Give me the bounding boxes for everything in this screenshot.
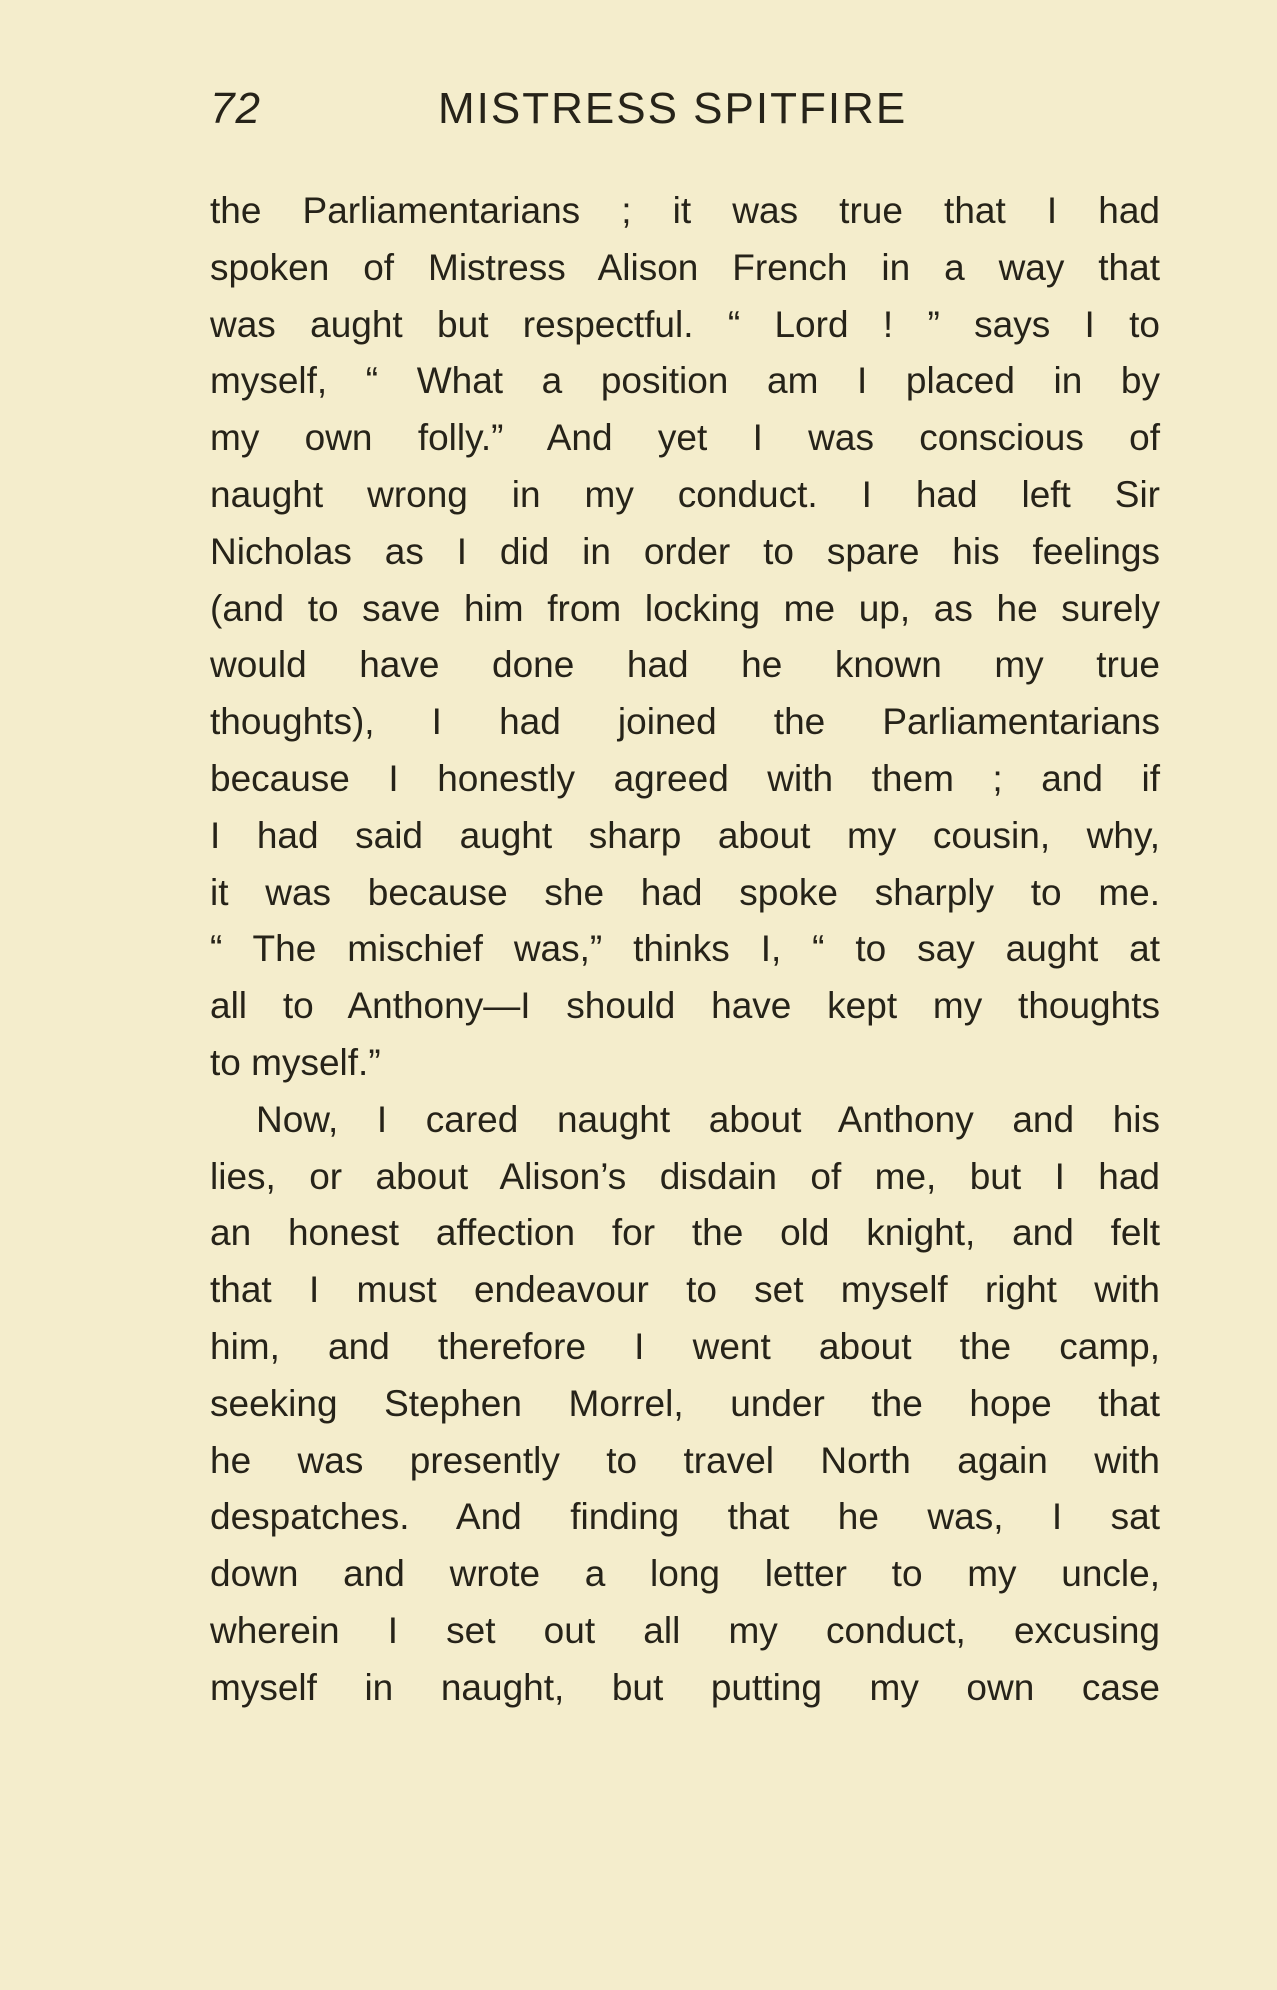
text-line: the Parliamentarians ; it was true that I had bbox=[210, 190, 1160, 231]
text-line: would have done had he known my true bbox=[210, 644, 1160, 686]
text-line: myself in naught, but putting my own case bbox=[210, 1666, 1160, 1708]
text-line: him, and therefore I went about the camp, bbox=[210, 1325, 1160, 1367]
text-line: wherein I set out all my conduct, excusing bbox=[210, 1609, 1160, 1651]
text-line: down and wrote a long letter to my uncle, bbox=[210, 1553, 1160, 1595]
text-line: seeking Stephen Morrel, under the hope that bbox=[210, 1382, 1160, 1424]
text-line: it was because she had spoke sharply to me. bbox=[210, 871, 1160, 913]
paragraph-last-line: to myself.” bbox=[210, 1041, 381, 1083]
text-line: lies, or about Alison’s disdain of me, but I had bbox=[210, 1155, 1160, 1197]
text-line: he was presently to travel North again with bbox=[210, 1439, 1160, 1481]
body-text bbox=[210, 183, 1160, 1717]
text-line: thoughts), I had joined the Parliamentarians bbox=[210, 701, 1160, 743]
text-line: I had said aught sharp about my cousin, why, bbox=[210, 814, 1160, 856]
text-line: naught wrong in my conduct. I had left Sir bbox=[210, 473, 1160, 515]
text-line: was aught but respectful. “ Lord ! ” says I to bbox=[210, 303, 1160, 345]
paragraph-first-line: Now, I cared naught about Anthony and his bbox=[256, 1098, 1160, 1140]
text-line: (and to save him from locking me up, as he surely bbox=[210, 587, 1160, 629]
text-line: because I honestly agreed with them ; and if bbox=[210, 757, 1160, 799]
text-line: spoken of Mistress Alison French in a way that bbox=[210, 246, 1160, 288]
page-number: 72 bbox=[210, 84, 261, 133]
running-head: MISTRESS SPITFIRE bbox=[438, 84, 908, 133]
text-line: all to Anthony—I should have kept my thoughts bbox=[210, 985, 1160, 1027]
page-header bbox=[210, 84, 1160, 144]
text-line: “ The mischief was,” thinks I, “ to say aught at bbox=[210, 928, 1160, 970]
text-line: despatches. And finding that he was, I sat bbox=[210, 1496, 1160, 1538]
text-line: myself, “ What a position am I placed in by bbox=[210, 360, 1160, 402]
text-line: Nicholas as I did in order to spare his feelings bbox=[210, 530, 1160, 572]
text-line: my own folly.” And yet I was conscious of bbox=[210, 417, 1160, 459]
text-line: that I must endeavour to set myself right with bbox=[210, 1269, 1160, 1311]
text-line: an honest affection for the old knight, and felt bbox=[210, 1212, 1160, 1254]
